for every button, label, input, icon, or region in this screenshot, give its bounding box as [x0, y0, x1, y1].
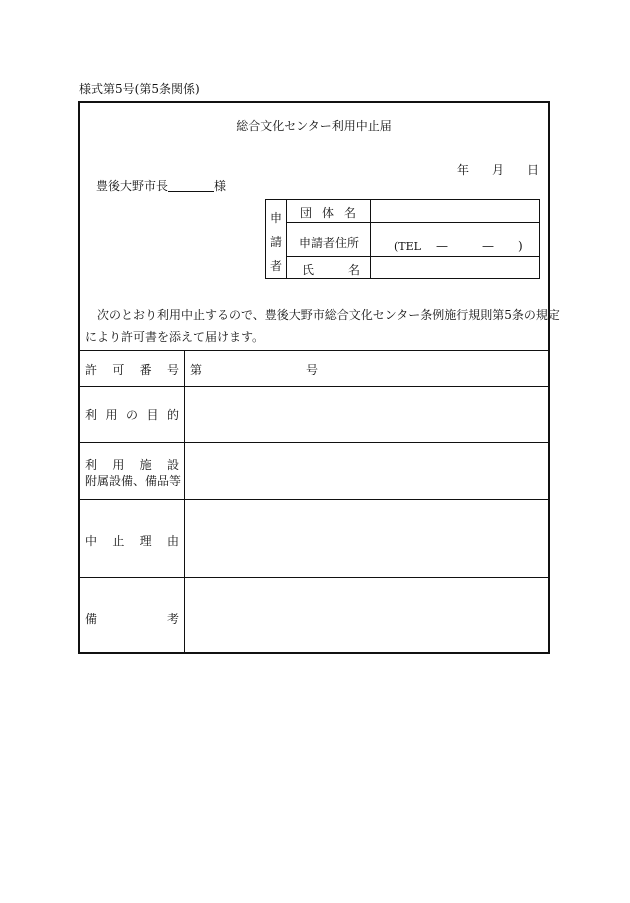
permit-number-label: 許 可 番 号 [85, 363, 179, 377]
cancel-reason-field[interactable] [186, 502, 546, 574]
group-name-label: 名 [344, 206, 357, 220]
applicant-vertical-label: 者 [270, 259, 283, 273]
facility-label-line1: 利 用 施 設 [85, 458, 179, 472]
purpose-label: 利 用 の 目 的 [85, 408, 179, 422]
addressee [96, 177, 226, 194]
tel-close: ) [518, 239, 523, 253]
permit-number-field[interactable] [205, 353, 300, 383]
applicant-address-label: 申請者住所 [299, 236, 360, 250]
notice-text-line1: 次のとおり利用中止するので、豊後大野市総合文化センター条例施行規則第5条の規定 [97, 308, 560, 322]
group-name-label: 団 [300, 206, 313, 220]
row-divider [80, 442, 548, 443]
date-month: 月 [492, 163, 505, 177]
remarks-label: 備 考 [85, 612, 179, 626]
applicant-vertical-label: 請 [270, 235, 283, 249]
facility-field[interactable] [186, 445, 546, 496]
tel-dash: — [436, 239, 448, 253]
form-number-label: 様式第5号(第5条関係) [79, 82, 200, 96]
applicant-name-label: 名 [348, 263, 361, 277]
addressee-honorific: 様 [214, 179, 227, 193]
group-name-label: 体 [322, 206, 335, 220]
addressee-title: 豊後大野市長 [96, 179, 169, 193]
date-year: 年 [457, 163, 470, 177]
date-day: 日 [527, 163, 540, 177]
applicant-divider [370, 200, 371, 278]
cancel-reason-label: 中 止 理 由 [85, 534, 179, 548]
form-title: 総合文化センター利用中止届 [236, 119, 392, 133]
row-divider [80, 577, 548, 578]
row-divider [80, 350, 548, 351]
applicant-divider [286, 256, 539, 257]
purpose-field[interactable] [186, 389, 546, 439]
applicant-name-label: 氏 [302, 263, 315, 277]
row-divider [80, 499, 548, 500]
remarks-field[interactable] [186, 580, 546, 652]
applicant-vertical-label: 申 [270, 211, 283, 225]
tel-dash: — [482, 239, 494, 253]
row-divider [80, 386, 548, 387]
addressee-name-blank[interactable] [168, 179, 214, 192]
applicant-divider [286, 222, 539, 223]
notice-text-line2: により許可書を添えて届けます。 [85, 330, 265, 344]
facility-label-line2: 附属設備、備品等 [85, 474, 182, 488]
applicant-box [265, 199, 540, 279]
applicant-divider [286, 200, 287, 278]
tel-open: (TEL [394, 240, 421, 253]
application-form [78, 101, 560, 654]
permit-number-suffix: 号 [306, 363, 319, 377]
column-divider [184, 351, 185, 652]
permit-number-prefix: 第 [190, 363, 203, 377]
